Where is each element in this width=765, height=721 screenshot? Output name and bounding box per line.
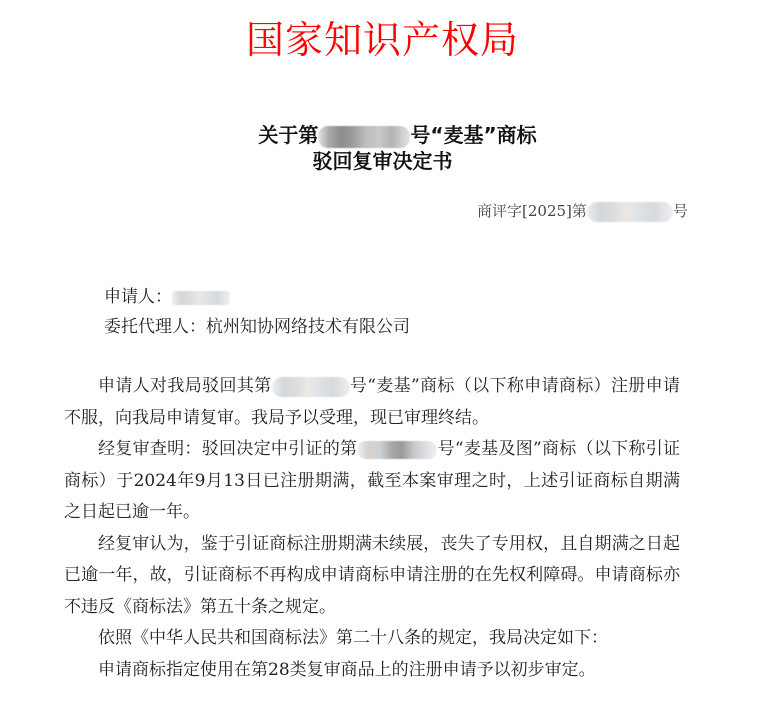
title-line-2: 驳回复审决定书	[312, 149, 453, 173]
redacted-cited-mark-number	[357, 441, 437, 459]
paragraph-legal-basis: 依照《中华人民共和国商标法》第二十八条的规定，我局决定如下：	[98, 628, 608, 648]
decision-body	[64, 371, 680, 686]
paragraph-reasoning: 经复审认为，鉴于引证商标注册期满未续展，丧失了专用权，且自期满之日起已逾一年，故，引证商标不再构成申请商标申请注册的在先权利障碍。申请商标亦不违反《商标法》第五十条之规定。	[64, 533, 680, 617]
reference-suffix: 号	[672, 202, 688, 220]
reference-number	[477, 200, 688, 222]
redacted-trademark-number	[318, 126, 410, 148]
agent-label: 委托代理人：	[104, 317, 206, 337]
redacted-applicant-name	[172, 291, 230, 305]
organization-header: 国家知识产权局	[245, 18, 519, 62]
parties-block	[104, 282, 410, 342]
applicant-row	[104, 282, 410, 312]
paragraph-findings	[64, 434, 680, 529]
paragraph-2-suffix: 号“麦基及图”商标（以下称引证商标）于2024年9月13日已注册期满，截至本案审理之时，上述引证商标自期满之日起已逾一年。	[64, 439, 680, 522]
paragraph-request	[64, 371, 680, 434]
paragraph-2-prefix: 经复审查明：驳回决定中引证的第	[98, 439, 358, 459]
title-line-1	[0, 122, 765, 148]
paragraph-1-suffix: 号“麦基”商标（以下称申请商标）注册申请不服，向我局申请复审。我局予以受理，现已审理终结。	[64, 376, 681, 428]
paragraph-1-prefix: 申请人对我局驳回其第	[98, 376, 272, 396]
title-prefix: 关于第	[258, 123, 319, 147]
applicant-label: 申请人：	[104, 287, 172, 307]
agent-value: 杭州知协网络技术有限公司	[206, 317, 410, 337]
document-title	[0, 122, 765, 174]
reference-prefix: 商评字[2025]第	[477, 202, 587, 220]
redacted-reference-number	[587, 202, 673, 222]
agent-row	[104, 312, 410, 342]
title-suffix: 号“麦基”商标	[410, 123, 537, 147]
paragraph-decision: 申请商标指定使用在第28类复审商品上的注册申请予以初步审定。	[98, 659, 596, 680]
redacted-application-number	[272, 377, 350, 397]
